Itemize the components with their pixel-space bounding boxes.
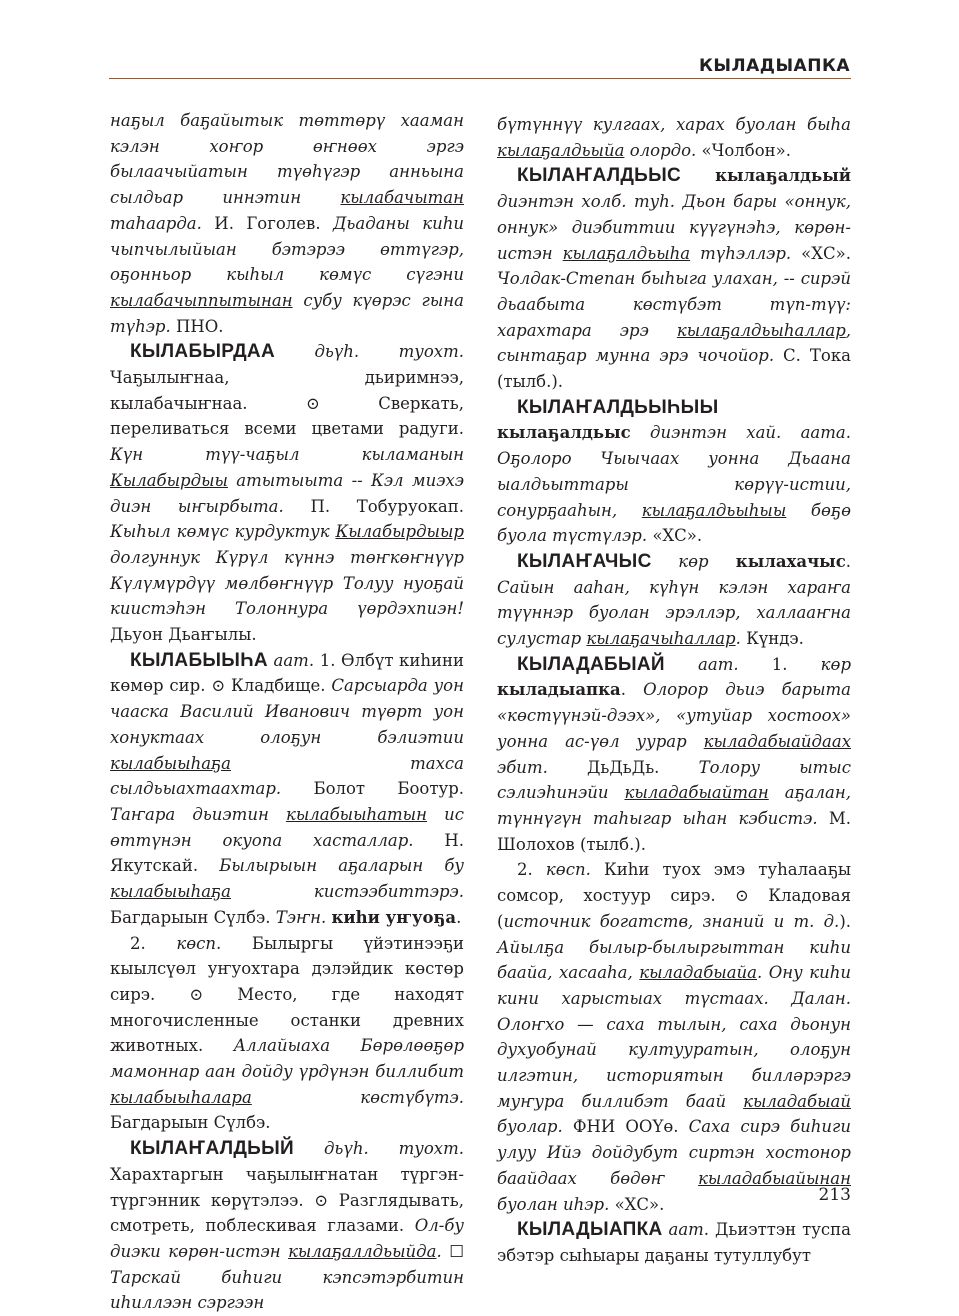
headword: КЫЛАДЫАПКА bbox=[517, 1219, 663, 1241]
headword: КЫЛАБЫРДАА bbox=[130, 341, 275, 363]
entry-kylangaldys: КЫЛАҤАЛДЬЫС кылаҕалдьый диэнтэн холб. туһ. Дьон бары «оннук, оннук» диэбиттии күүгүнэһэ, көрөн-истэн кылаҕалдьыһа түһэллэр. «ХС». Чолдак-Степан быһыга улахан, -- сирэй дьаабыта көстүбэт түп-түү: харахтара эрэ кылаҕалдьыһаллар, сынтаҕар мунна эрэ чочойор. С. Тока (тылб.). bbox=[497, 165, 851, 392]
headword: КЫЛАҤАЛДЬЫЙ bbox=[130, 1138, 294, 1160]
headword: КЫЛАҤАЛДЬЫҺЫЫ bbox=[517, 396, 719, 418]
russian-translation-icon: ⊙ bbox=[305, 393, 320, 413]
russian-translation-icon: ⊙ bbox=[314, 1190, 329, 1210]
continued-paragraph: бүтүннүү кулгаах, харах буолан быһа кылаҕалдьыйа олордо. «Чолбон». bbox=[497, 115, 851, 160]
headword: КЫЛАБЫЫҺА bbox=[130, 649, 268, 671]
entry-kyladyapka: КЫЛАДЫАПКА аат. Дьиэттэн туспа эбэтэр сыһыары даҕаны тутуллубут bbox=[497, 1219, 851, 1265]
russian-translation-icon: ⊙ bbox=[735, 886, 749, 906]
entry-kylabyrdaa: КЫЛАБЫРДАА дьүһ. туохт. Чаҕылыҥнаа, дьиримнээ, кылабачыҥнаа. ⊙ Сверкать, переливаться всеми цветами радуги. Күн түү-чаҕыл кыламанын Кылабырдыы атытыыта -- Кэл миэхэ диэн ыҥырбыта. П. Тобуруокап. Кыһыл көмүс курдуктук Кылабырдыыр долгуннук Күрүл күннэ төҥкөҥнүүр Күлүмүрдүү мөлбөҥнүүр Толуу нуоҕай киистэһэн Толоннура үөрдэхпиэн! Дьуон Дьаҥылы. bbox=[110, 341, 464, 645]
russian-translation-icon: ⊙ bbox=[189, 984, 204, 1004]
phraseology-icon: ☐ bbox=[449, 1241, 464, 1261]
left-column bbox=[110, 108, 464, 1316]
entry-kylabyyha: КЫЛАБЫЫҺА аат. 1. Өлбүт киһини көмөр сир. ⊙ Кладбище. Сарсыарда уон чааска Василий Иванович түөрт уон хонуктаах олоҕун бэлиэтии кылабыыһаҕа тахса сылдьыахтаахтар. Болот Боотур. Таҥара дьиэтин кылабыыһатын ис өттүнэн окуопа хасталлар. Н. Якутскай. Былырыын аҕаларын бу кылабыыһаҕа кистээбиттэрэ. Багдарыын Сүлбэ. Тэҥн. киһи уҥуоҕа. bbox=[110, 649, 464, 927]
entry-kyladabyai-sense-2: 2. көсп. Киһи туох эмэ туһалааҕы сомсор, хостуур сирэ. ⊙ Кладовая (источник богатств, знаний и т. д.). Айылҕа былыр-былыргыттан киһи баайа, хасааһа, кыладабыайа. Ону киһи кини харыстыах түстаах. Далан. Олоҥхо — саха тылын, саха дьонун духуобунай култууратын, олоҕун илгэтин, историятын билләрэргэ муҥура биллибэт баай кыладабыай буолар. ФНИ ООҮө. Саха сирэ биһиги улуу Ийэ дойдубут сиртэн хостонор баайдаах бөдөҥ кыладабыайынан буолан иһэр. «ХС». bbox=[497, 860, 852, 1214]
entry-kylangachys: КЫЛАҤАЧЫС көр кылахачыс. Сайын ааһан, күһүн кэлэн хараҥа түүннэр буолан эрэллэр, халлааҥна сулустар кылаҕачыһаллар. Күндэ. bbox=[497, 550, 851, 649]
entry-kylangaldyhyy: КЫЛАҤАЛДЬЫҺЫЫ кылаҕалдьыс диэнтэн хай. аата. Оҕолоро Чыычаах уонна Дьаана ыалдьыттары көрүү-истии, сонурҕааһын, кылаҕалдьыһыы бөҕө буола түстүлэр. «ХС». bbox=[497, 396, 851, 546]
entry-kylangaldyi: КЫЛАҤАЛДЬЫЙ дьүһ. туохт. Харахтаргын чаҕылыҥнатан түргэн-түргэнник көрүтэлээ. ⊙ Разглядывать, смотреть, поблескивая глазами. Ол-бу диэки көрөн-истэн кылаҕаллдьыйда. ☐ Тарскай биһиги кэпсэтэрбитин иһиллээн сэргээн bbox=[110, 1138, 464, 1313]
headword: КЫЛАДАБЫАЙ bbox=[517, 653, 665, 675]
russian-translation-icon: ⊙ bbox=[211, 676, 226, 696]
header-rule bbox=[109, 78, 851, 79]
headword: КЫЛАҤАЧЫС bbox=[517, 550, 652, 572]
page-number: 213 bbox=[818, 1185, 851, 1205]
right-column bbox=[497, 112, 851, 1269]
entry-kylabyyha-sense-2: 2. көсп. Былыргы үйэтинээҕи кыылсүөл уҥуохтара дэлэйдик көстөр сирэ. ⊙ Место, где находят многочисленные останки древних животных. Аллайыаха Бөрөлөөҕөр мамоннар аан дойду үрдүнэн биллибит кылабыыһалара көстүбүтэ. Багдарыын Сүлбэ. bbox=[110, 933, 465, 1133]
continued-paragraph: наҕыл баҕайытык төттөрү хааман кэлэн хоҥор өҥнөөх эргэ былаачыйатын түөһүгэр анньына сылдьар иннэтин кылабачытан таһаарда. И. Гоголев. Дьаданы киһи чыпчылыйыан бэтэрээ өттүгэр, оҕонньор кыһыл көмүс сүгэни кылабачыппытынан субу күөрэс гына түһэр. ПНО. bbox=[110, 111, 464, 336]
headword: КЫЛАҤАЛДЬЫС bbox=[517, 165, 682, 187]
running-header: КЫЛАДЫАПКА bbox=[699, 56, 850, 76]
entry-kyladabyai: КЫЛАДАБЫАЙ аат. 1. көр кыладыапка. Олорор дьиэ барыта «көстүүнэй-дээх», «утуйар хостоох» уонна ас-үөл уурар кыладабыайдаах эбит. ДьДьДь. Толору ытыс сэлиэһинэйи кыладабыайтан аҕалан, түннүгүн таһыгар ыһан кэбистэ. М. Шолохов (тылб.). bbox=[497, 653, 852, 854]
